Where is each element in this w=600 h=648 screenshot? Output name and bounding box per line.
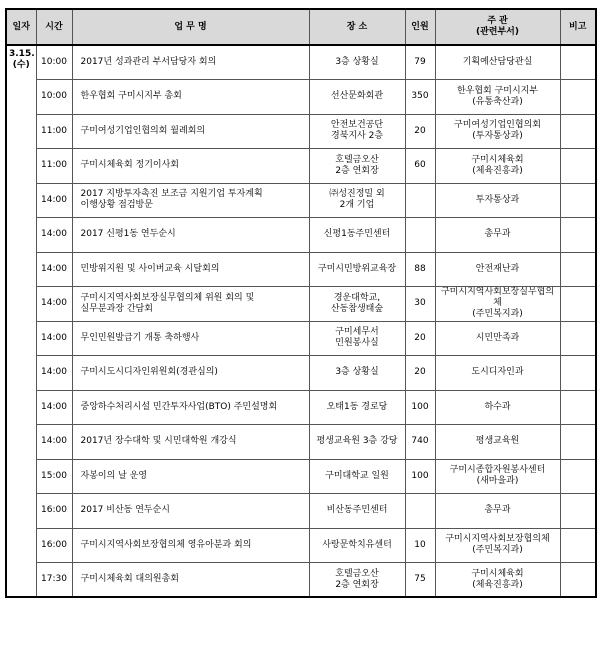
note-cell — [560, 45, 596, 80]
table-row — [6, 563, 596, 598]
task-cell: 민방위지원 및 사이버교육 시달회의 — [72, 252, 309, 287]
date-cell: 3.15. (수) — [6, 45, 36, 80]
note-cell — [560, 390, 596, 425]
time-cell: 14:00 — [36, 356, 72, 391]
task-cell: 구미시체육회 대의원총회 — [72, 563, 309, 598]
note-cell — [560, 149, 596, 184]
host-cell: 안전재난과 — [435, 252, 560, 287]
note-cell — [560, 563, 596, 598]
note-cell — [560, 459, 596, 494]
note-cell — [560, 183, 596, 218]
task-cell: 구미시지역사회보장협의체 영유아분과 회의 — [72, 528, 309, 563]
note-cell — [560, 252, 596, 287]
task-cell: 무인민원발급기 개통 축하행사 — [72, 321, 309, 356]
place-cell: 비산동주민센터 — [309, 494, 405, 529]
table-row — [6, 183, 596, 218]
date-cell — [6, 459, 36, 494]
host-cell: 총무과 — [435, 494, 560, 529]
place-cell: 안전보건공단 경북지사 2층 — [309, 114, 405, 149]
place-cell: 선산문화회관 — [309, 80, 405, 115]
table-row — [6, 80, 596, 115]
host-cell: 구미시지역사회보장실무협의 체 (주민복지과) — [435, 287, 560, 322]
time-cell: 16:00 — [36, 528, 72, 563]
table-row — [6, 321, 596, 356]
table-row — [6, 287, 596, 322]
people-cell: 75 — [405, 563, 435, 598]
host-cell: 구미여성기업인협의회 (투자통상과) — [435, 114, 560, 149]
table-row — [6, 459, 596, 494]
task-cell: 자봉이의 날 운영 — [72, 459, 309, 494]
people-cell — [405, 183, 435, 218]
host-cell: 하수과 — [435, 390, 560, 425]
task-cell: 2017 신평1동 연두순시 — [72, 218, 309, 253]
note-cell — [560, 528, 596, 563]
header-time: 시간 — [36, 9, 72, 45]
table-row — [6, 425, 596, 460]
time-cell: 14:00 — [36, 252, 72, 287]
people-cell — [405, 494, 435, 529]
place-cell: 신평1동주민센터 — [309, 218, 405, 253]
task-cell: 구미시도시디자인위원회(경관심의) — [72, 356, 309, 391]
time-cell: 14:00 — [36, 321, 72, 356]
table-row — [6, 114, 596, 149]
people-cell: 740 — [405, 425, 435, 460]
people-cell: 10 — [405, 528, 435, 563]
date-cell — [6, 321, 36, 356]
date-cell — [6, 149, 36, 184]
note-cell — [560, 287, 596, 322]
schedule-body — [6, 45, 596, 597]
task-cell: 2017년 장수대학 및 시민대학원 개강식 — [72, 425, 309, 460]
date-cell — [6, 183, 36, 218]
note-cell — [560, 218, 596, 253]
table-row — [6, 528, 596, 563]
task-cell: 중앙하수처리시설 민간투자사업(BTO) 주민설명회 — [72, 390, 309, 425]
time-cell: 11:00 — [36, 114, 72, 149]
people-cell: 88 — [405, 252, 435, 287]
place-cell: 구미세무서 민원봉사실 — [309, 321, 405, 356]
table-row — [6, 356, 596, 391]
task-cell: 구미여성기업인협의회 월례회의 — [72, 114, 309, 149]
schedule-sheet — [5, 8, 595, 598]
header-host: 주 관 (관련부서) — [435, 9, 560, 45]
time-cell: 14:00 — [36, 183, 72, 218]
task-cell: 2017년 성과관리 부서담당자 회의 — [72, 45, 309, 80]
people-cell: 30 — [405, 287, 435, 322]
time-cell: 14:00 — [36, 287, 72, 322]
header-task: 업 무 명 — [72, 9, 309, 45]
date-cell — [6, 563, 36, 598]
place-cell: 사랑문학치유센터 — [309, 528, 405, 563]
time-cell: 11:00 — [36, 149, 72, 184]
header-place: 장 소 — [309, 9, 405, 45]
time-cell: 14:00 — [36, 390, 72, 425]
place-cell: 평생교육원 3층 강당 — [309, 425, 405, 460]
people-cell: 60 — [405, 149, 435, 184]
table-row — [6, 45, 596, 80]
time-cell: 14:00 — [36, 218, 72, 253]
note-cell — [560, 114, 596, 149]
date-cell — [6, 218, 36, 253]
note-cell — [560, 494, 596, 529]
host-cell: 구미시체육회 (체육진흥과) — [435, 563, 560, 598]
table-row — [6, 390, 596, 425]
place-cell: 호텔금오산 2층 연회장 — [309, 149, 405, 184]
host-cell: 구미시종합자원봉사센터 (새마을과) — [435, 459, 560, 494]
header-note: 비고 — [560, 9, 596, 45]
host-cell: 한우협회 구미시지부 (유통축산과) — [435, 80, 560, 115]
note-cell — [560, 80, 596, 115]
note-cell — [560, 356, 596, 391]
date-cell — [6, 114, 36, 149]
date-cell — [6, 425, 36, 460]
people-cell — [405, 218, 435, 253]
host-cell: 도시디자인과 — [435, 356, 560, 391]
date-cell — [6, 356, 36, 391]
place-cell: 3층 상황실 — [309, 45, 405, 80]
schedule-table — [5, 8, 597, 598]
note-cell — [560, 425, 596, 460]
host-cell: 총무과 — [435, 218, 560, 253]
date-cell — [6, 528, 36, 563]
task-cell: 구미시지역사회보장실무협의체 위원 회의 및 실무분과장 간담회 — [72, 287, 309, 322]
header-date: 일자 — [6, 9, 36, 45]
place-cell: 오태1동 경로당 — [309, 390, 405, 425]
time-cell: 16:00 — [36, 494, 72, 529]
host-cell: 구미시지역사회보장협의체 (주민복지과) — [435, 528, 560, 563]
time-cell: 15:00 — [36, 459, 72, 494]
table-row — [6, 252, 596, 287]
table-row — [6, 494, 596, 529]
people-cell: 79 — [405, 45, 435, 80]
people-cell: 20 — [405, 114, 435, 149]
task-cell: 2017 지방투자촉진 보조금 지원기업 투자계획 이행상황 점검방문 — [72, 183, 309, 218]
date-cell — [6, 80, 36, 115]
time-cell: 17:30 — [36, 563, 72, 598]
note-cell — [560, 321, 596, 356]
people-cell: 350 — [405, 80, 435, 115]
date-cell — [6, 494, 36, 529]
host-cell: 기획예산담당관실 — [435, 45, 560, 80]
people-cell: 20 — [405, 356, 435, 391]
host-cell: 평생교육원 — [435, 425, 560, 460]
task-cell: 한우협회 구미시지부 총회 — [72, 80, 309, 115]
host-cell: 시민만족과 — [435, 321, 560, 356]
people-cell: 100 — [405, 459, 435, 494]
time-cell: 14:00 — [36, 425, 72, 460]
task-cell: 구미시체육회 정기이사회 — [72, 149, 309, 184]
task-cell: 2017 비산동 연두순시 — [72, 494, 309, 529]
time-cell: 10:00 — [36, 45, 72, 80]
people-cell: 100 — [405, 390, 435, 425]
header-row — [6, 9, 596, 45]
place-cell: 3층 상황실 — [309, 356, 405, 391]
place-cell: 호텔금오산 2층 연회장 — [309, 563, 405, 598]
time-cell: 10:00 — [36, 80, 72, 115]
table-row — [6, 218, 596, 253]
place-cell: 구미대학교 일원 — [309, 459, 405, 494]
date-cell — [6, 390, 36, 425]
table-row — [6, 149, 596, 184]
header-people: 인원 — [405, 9, 435, 45]
host-cell: 구미시체육회 (체육진흥과) — [435, 149, 560, 184]
place-cell: 경운대학교, 산동참생태숲 — [309, 287, 405, 322]
date-cell — [6, 287, 36, 322]
host-cell: 투자통상과 — [435, 183, 560, 218]
date-cell — [6, 252, 36, 287]
people-cell: 20 — [405, 321, 435, 356]
place-cell: ㈜성진정밀 외 2개 기업 — [309, 183, 405, 218]
place-cell: 구미시민방위교육장 — [309, 252, 405, 287]
